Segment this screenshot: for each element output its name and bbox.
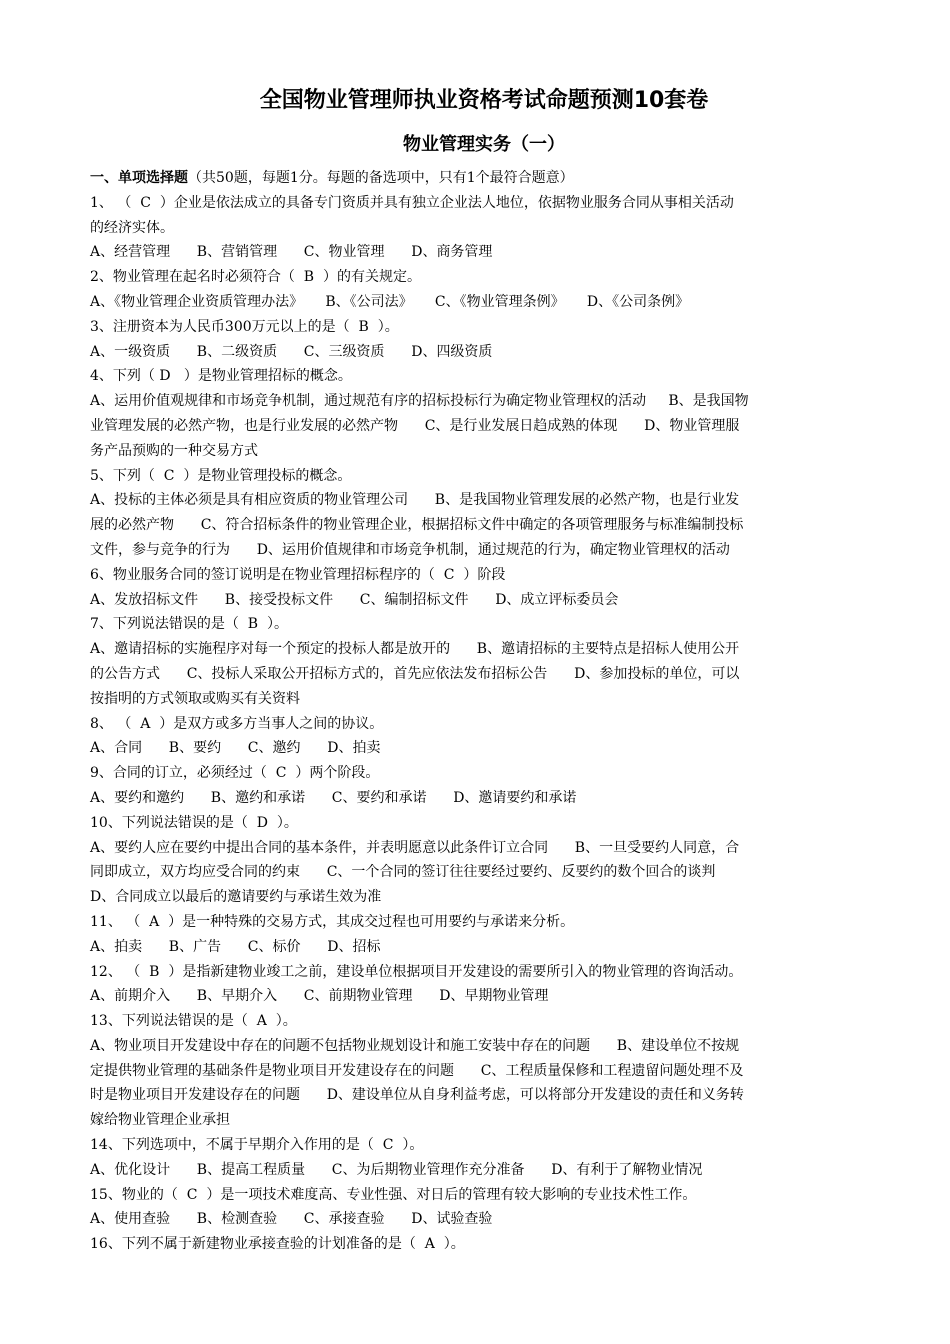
- question-line: 4、下列（ D ）是物业管理招标的概念。: [90, 368, 352, 385]
- question-line: 展的必然产物 C、符合招标条件的物业管理企业，根据招标文件中确定的各项管理服务与标准编制投标: [90, 517, 744, 534]
- question-line: 12、 （ B ）是指新建物业竣工之前，建设单位根据项目开发建设的需要所引入的物业管理的咨询活动。: [90, 963, 743, 980]
- question-line: 的经济实体。: [90, 219, 174, 236]
- question-line: 9、合同的订立，必须经过（ C ）两个阶段。: [90, 765, 380, 782]
- question-line: A、拍卖 B、广告 C、标价 D、招标: [90, 938, 381, 955]
- question-line: 按指明的方式领取或购买有关资料: [90, 690, 300, 707]
- question-line: 8、 （ A ）是双方或多方当事人之间的协议。: [90, 715, 384, 732]
- question-line: 15、物业的（ C ）是一项技术难度高、专业性强、对日后的管理有较大影响的专业技术性工作。: [90, 1186, 697, 1203]
- question-line: A、要约和邀约 B、邀约和承诺 C、要约和承诺 D、邀请要约和承诺: [90, 789, 577, 806]
- section-heading-line: [90, 166, 878, 191]
- question-line: A、运用价值观规律和市场竞争机制，通过规范有序的招标投标行为确定物业管理权的活动 B、是我国物: [90, 393, 749, 410]
- section-note: （共50题，每题1分。每题的备选项中，只有1个最符合题意）: [188, 170, 574, 186]
- question-line: 时是物业项目开发建设存在的问题 D、建设单位从自身利益考虑，可以将部分开发建设的责任和义务转: [90, 1087, 744, 1104]
- question-line: 定提供物业管理的基础条件是物业项目开发建设存在的问题 C、工程质量保修和工程遗留问题处理不及: [90, 1062, 744, 1079]
- question-line: A、邀请招标的实施程序对每一个预定的投标人都是放开的 B、邀请招标的主要特点是招标人使用公开: [90, 641, 740, 658]
- question-line: A、一级资质 B、二级资质 C、三级资质 D、四级资质: [90, 343, 493, 360]
- question-line: 6、物业服务合同的签订说明是在物业管理招标程序的（ C ）阶段: [90, 566, 506, 583]
- document-subtitle: 物业管理实务（一）: [403, 134, 565, 155]
- question-line: 14、下列选项中，不属于早期介入作用的是（ C ）。: [90, 1137, 424, 1154]
- question-list: [90, 191, 878, 1257]
- question-line: 13、下列说法错误的是（ A ）。: [90, 1013, 297, 1030]
- question-line: 3、注册资本为人民币300万元以上的是（ B ）。: [90, 318, 399, 335]
- question-line: A、要约人应在要约中提出合同的基本条件，并表明愿意以此条件订立合同 B、一旦受要约人同意，合: [90, 839, 740, 856]
- question-line: 10、下列说法错误的是（ D ）。: [90, 814, 298, 831]
- question-line: A、投标的主体必须是具有相应资质的物业管理公司 B、是我国物业管理发展的必然产物，也是行业发: [90, 492, 740, 509]
- question-line: A、使用查验 B、检测查验 C、承接查验 D、试验查验: [90, 1211, 493, 1228]
- question-line: 嫁给物业管理企业承担: [90, 1112, 230, 1129]
- section-heading: 一、单项选择题: [90, 170, 188, 186]
- question-line: 2、物业管理在起名时必须符合（ B ）的有关规定。: [90, 269, 421, 286]
- document-title: 全国物业管理师执业资格考试命题预测10套卷: [259, 88, 709, 113]
- question-line: 1、 （ C ）企业是依法成立的具备专门资质并具有独立企业法人地位，依据物业服务合同从事相关活动: [90, 194, 734, 211]
- question-line: 11、 （ A ）是一种特殊的交易方式，其成交过程也可用要约与承诺来分析。: [90, 913, 575, 930]
- question-line: 5、下列（ C ）是物业管理投标的概念。: [90, 467, 352, 484]
- question-line: 同即成立，双方均应受合同的约束 C、一个合同的签订往往要经过要约、反要约的数个回合的谈判: [90, 864, 716, 881]
- question-line: A、《物业管理企业资质管理办法》 B、《公司法》 C、《物业管理条例》 D、《公司条例》: [90, 293, 690, 310]
- question-line: A、发放招标文件 B、接受投标文件 C、编制招标文件 D、成立评标委员会: [90, 591, 619, 608]
- question-line: D、合同成立以最后的邀请要约与承诺生效为准: [90, 889, 382, 906]
- question-line: 的公告方式 C、投标人采取公开招标方式的，首先应依法发布招标公告 D、参加投标的单位，可以: [90, 665, 740, 682]
- question-line: A、优化设计 B、提高工程质量 C、为后期物业管理作充分准备 D、有利于了解物业情况: [90, 1161, 703, 1178]
- question-line: A、前期介入 B、早期介入 C、前期物业管理 D、早期物业管理: [90, 988, 549, 1005]
- question-line: 业管理发展的必然产物，也是行业发展的必然产物 C、是行业发展日趋成熟的体现 D、物业管理服: [90, 417, 740, 434]
- question-line: 16、下列不属于新建物业承接查验的计划准备的是（ A ）。: [90, 1236, 465, 1253]
- question-line: A、物业项目开发建设中存在的问题不包括物业规划设计和施工安装中存在的问题 B、建设单位不按规: [90, 1037, 740, 1054]
- question-line: 7、下列说法错误的是（ B ）。: [90, 616, 288, 633]
- question-line: A、经营管理 B、营销管理 C、物业管理 D、商务管理: [90, 244, 493, 261]
- question-line: 文件，参与竞争的行为 D、运用价值规律和市场竞争机制，通过规范的行为，确定物业管理权的活动: [90, 541, 730, 558]
- question-line: 务产品预购的一种交易方式: [90, 442, 258, 459]
- question-line: A、合同 B、要约 C、邀约 D、拍卖: [90, 740, 381, 757]
